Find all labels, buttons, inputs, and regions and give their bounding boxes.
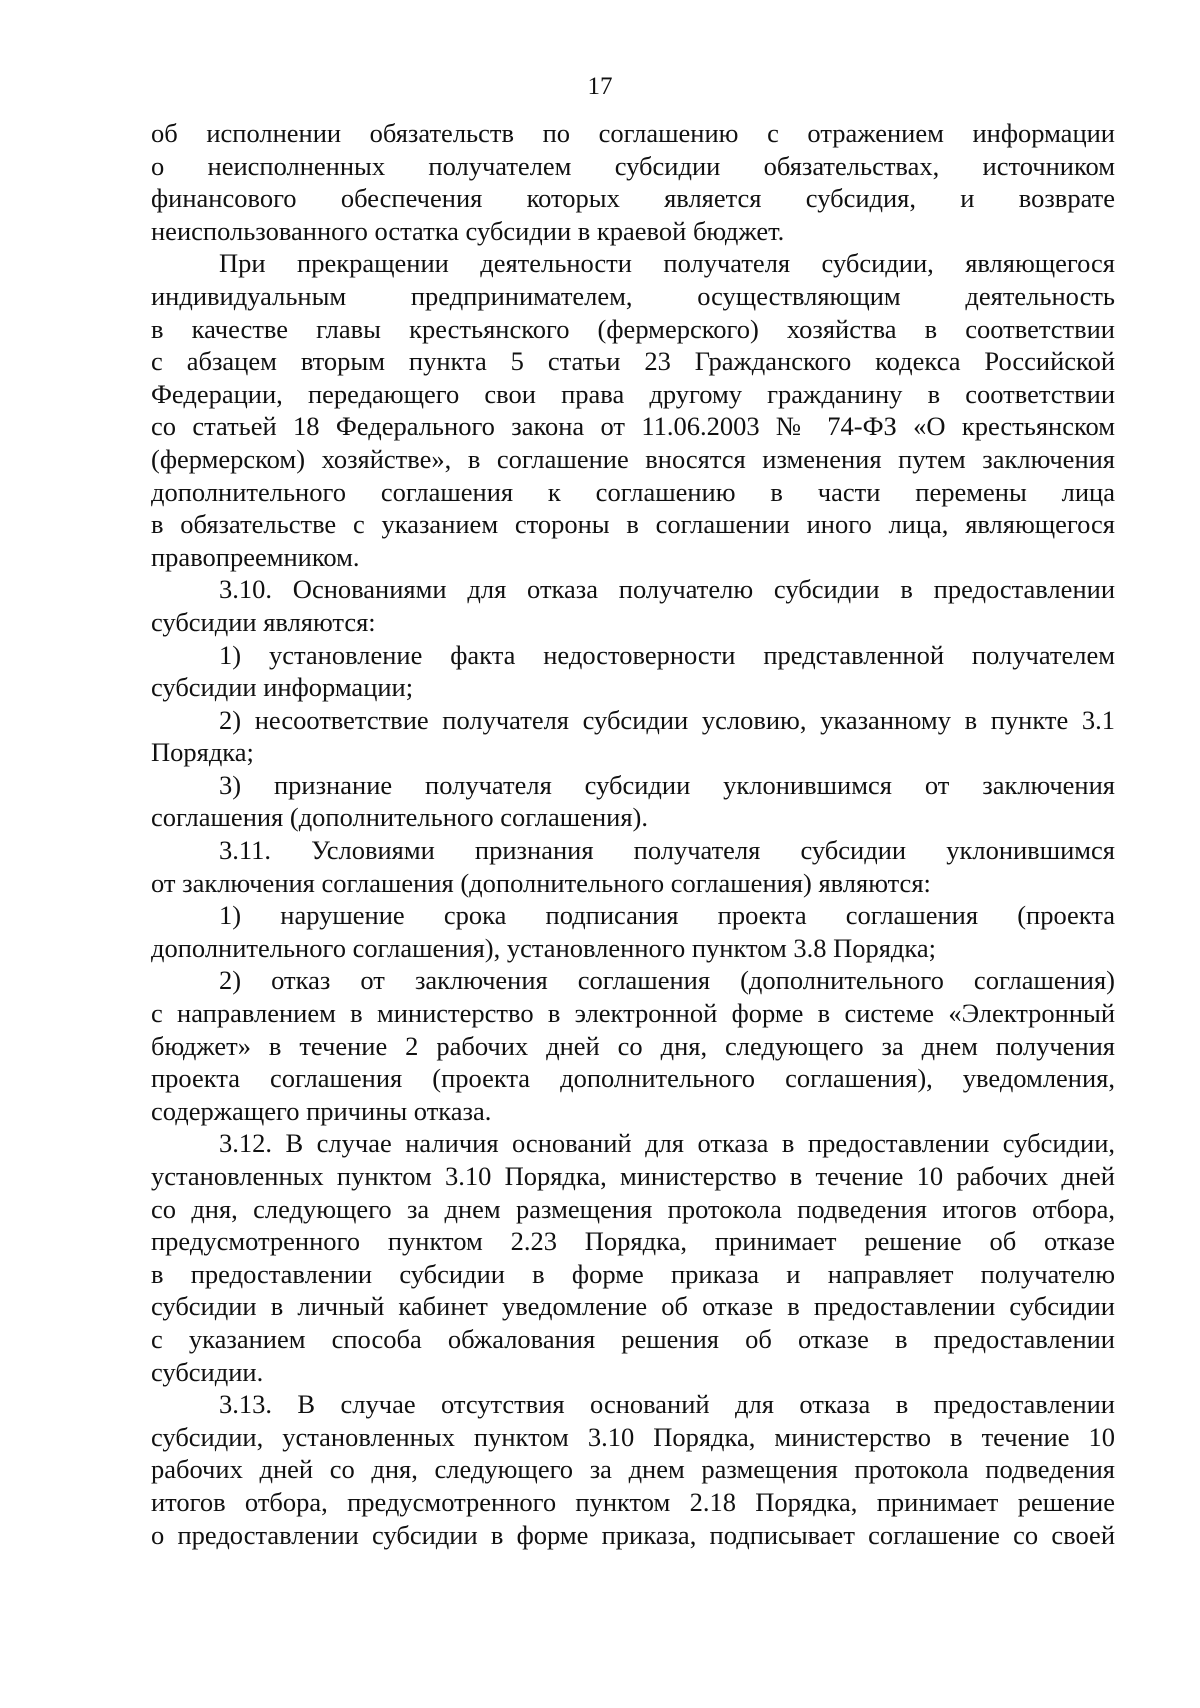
- text-line: правопреемником.: [151, 541, 360, 572]
- text-line: дополнительного соглашения к соглашению в части перемены лица: [151, 476, 1115, 507]
- text-line: При прекращении деятельности получателя субсидии, являющегося: [219, 248, 1115, 279]
- text-line: в предоставлении субсидии в форме приказа и направляет получателю: [151, 1258, 1115, 1289]
- text-line: индивидуальным предпринимателем, осуществляющим деятельность: [151, 280, 1115, 311]
- text-line: проекта соглашения (проекта дополнительного соглашения), уведомления,: [151, 1063, 1115, 1094]
- text-line: со статьей 18 Федерального закона от 11.06.2003 № 74-ФЗ «О крестьянском: [151, 411, 1115, 442]
- text-line: финансового обеспечения которых является субсидия, и возврате: [151, 183, 1115, 214]
- text-line: 1) нарушение срока подписания проекта соглашения (проекта: [219, 900, 1115, 931]
- text-line: субсидии являются:: [151, 606, 376, 637]
- text-line: субсидии информации;: [151, 672, 414, 703]
- text-line: соглашения (дополнительного соглашения).: [151, 802, 648, 833]
- page-number: 17: [587, 73, 613, 100]
- text-line: итогов отбора, предусмотренного пунктом 2.18 Порядка, принимает решение: [151, 1486, 1115, 1517]
- text-line: бюджет» в течение 2 рабочих дней со дня, следующего за днем получения: [151, 1030, 1115, 1061]
- text-line: Порядка;: [151, 737, 254, 768]
- text-line: установленных пунктом 3.10 Порядка, министерство в течение 10 рабочих дней: [151, 1161, 1115, 1191]
- text-line: о неисполненных получателем субсидии обязательствах, источником: [151, 150, 1115, 181]
- text-line: в обязательстве с указанием стороны в соглашении иного лица, являющегося: [151, 509, 1115, 540]
- text-line: 3.12. В случае наличия оснований для отказа в предоставлении субсидии,: [219, 1128, 1115, 1159]
- text-line: о предоставлении субсидии в форме приказа, подписывает соглашение со своей: [151, 1519, 1115, 1550]
- text-line: содержащего причины отказа.: [151, 1095, 492, 1126]
- text-line: Федерации, передающего свои права другому гражданину в соответствии: [151, 378, 1115, 409]
- text-line: 1) установление факта недостоверности представленной получателем: [219, 639, 1115, 670]
- document-body: [151, 117, 1115, 1551]
- text-line: с абзацем вторым пункта 5 статьи 23 Гражданского кодекса Российской: [151, 346, 1115, 377]
- text-line: со дня, следующего за днем размещения протокола подведения итогов отбора,: [151, 1193, 1115, 1224]
- text-line: предусмотренного пунктом 2.23 Порядка, принимает решение об отказе: [151, 1226, 1115, 1257]
- text-line: с направлением в министерство в электронной форме в системе «Электронный: [151, 998, 1115, 1029]
- text-line: (фермерском) хозяйстве», в соглашение вносятся изменения путем заключения: [151, 443, 1115, 474]
- text-line: субсидии, установленных пунктом 3.10 Порядка, министерство в течение 10: [151, 1421, 1115, 1452]
- text-line: 3.10. Основаниями для отказа получателю субсидии в предоставлении: [219, 574, 1115, 605]
- text-line: в качестве главы крестьянского (фермерского) хозяйства в соответствии: [151, 313, 1115, 344]
- text-line: субсидии.: [151, 1356, 264, 1387]
- text-line: субсидии в личный кабинет уведомление об отказе в предоставлении субсидии: [151, 1291, 1115, 1322]
- text-line: рабочих дней со дня, следующего за днем размещения протокола подведения: [151, 1454, 1115, 1485]
- text-line: с указанием способа обжалования решения об отказе в предоставлении: [151, 1323, 1115, 1354]
- text-line: об исполнении обязательств по соглашению с отражением информации: [151, 118, 1115, 148]
- text-line: дополнительного соглашения), установленного пунктом 3.8 Порядка;: [151, 932, 937, 963]
- text-line: 3) признание получателя субсидии уклонившимся от заключения: [219, 769, 1115, 800]
- text-line: неиспользованного остатка субсидии в краевой бюджет.: [151, 215, 785, 246]
- text-line: 3.13. В случае отсутствия оснований для отказа в предоставлении: [219, 1389, 1115, 1420]
- text-line: от заключения соглашения (дополнительного соглашения) являются:: [151, 867, 931, 898]
- text-line: 2) несоответствие получателя субсидии условию, указанному в пункте 3.1: [219, 704, 1115, 735]
- text-line: 2) отказ от заключения соглашения (дополнительного соглашения): [219, 965, 1115, 996]
- text-line: 3.11. Условиями признания получателя субсидии уклонившимся: [219, 835, 1115, 866]
